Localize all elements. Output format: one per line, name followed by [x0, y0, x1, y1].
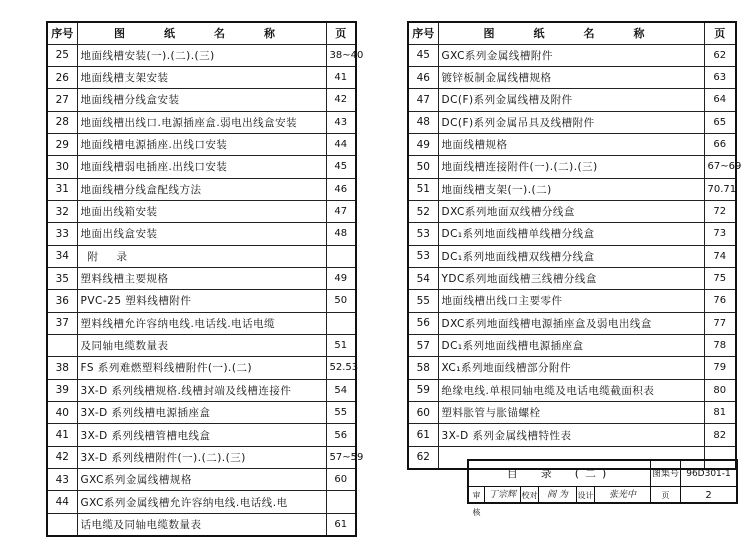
table-row [408, 66, 736, 88]
review-label: 审核 [469, 487, 485, 504]
drawing-name: 地面出线盒安装 [77, 223, 326, 245]
page-number: 41 [326, 66, 356, 88]
page-number: 61 [326, 513, 356, 535]
row-number: 50 [408, 156, 438, 178]
row-number: 40 [47, 402, 77, 424]
page-number: 77 [704, 312, 736, 334]
page-number [326, 312, 356, 334]
table-row [47, 312, 356, 334]
drawing-name: 地面线槽出线口.电源插座盒.弱电出线盒安装 [77, 111, 326, 133]
page-number [326, 491, 356, 513]
drawing-name: 地面线槽弱电插座.出线口安装 [77, 156, 326, 178]
page-number: 42 [326, 89, 356, 111]
row-number: 47 [408, 89, 438, 111]
table-row [408, 290, 736, 312]
drawing-name: GXC系列金属线槽允许容纳电线.电话线.电 [77, 491, 326, 513]
table-row [408, 334, 736, 356]
drawing-name: FS 系列难燃塑料线槽附件(一).(二) [77, 357, 326, 379]
table-row [408, 223, 736, 245]
page-number: 70.71 [704, 178, 736, 200]
page-number: 82 [704, 424, 736, 446]
page-number: 63 [704, 66, 736, 88]
toc-table-left [46, 21, 364, 537]
row-number: 33 [47, 223, 77, 245]
page-number: 62 [704, 44, 736, 66]
page-number: 46 [326, 178, 356, 200]
page-number: 78 [704, 334, 736, 356]
page-number: 73 [704, 223, 736, 245]
row-number: 55 [408, 290, 438, 312]
drawing-name: 附 录 [77, 245, 326, 267]
drawing-name: 地面线槽连接附件(一).(二).(三) [438, 156, 704, 178]
page-number: 66 [704, 133, 736, 155]
row-number: 54 [408, 267, 438, 289]
row-number: 51 [408, 178, 438, 200]
table-row [47, 379, 356, 401]
table-row [408, 200, 736, 222]
designer-signature: 张光中 [595, 487, 651, 504]
page-label: 页 [651, 487, 681, 504]
drawing-name: 塑料线槽允许容纳电线.电话线.电话电缆 [77, 312, 326, 334]
row-number: 59 [408, 379, 438, 401]
row-number: 28 [47, 111, 77, 133]
table-row [408, 245, 736, 267]
row-number: 25 [47, 44, 77, 66]
row-number: 57 [408, 334, 438, 356]
page-number: 57~59 [326, 446, 356, 468]
page-number: 47 [326, 200, 356, 222]
page-number: 79 [704, 357, 736, 379]
page-number: 44 [326, 133, 356, 155]
header-no: 序号 [47, 22, 77, 44]
drawing-name: DC(F)系列金属吊具及线槽附件 [438, 111, 704, 133]
page-number: 72 [704, 200, 736, 222]
page-number: 48 [326, 223, 356, 245]
table-row [408, 402, 736, 424]
row-number: 46 [408, 66, 438, 88]
drawing-name: GXC系列金属线槽附件 [438, 44, 704, 66]
row-number: 30 [47, 156, 77, 178]
drawing-name: DC₁系列地面线槽单线槽分线盒 [438, 223, 704, 245]
table-row [408, 44, 736, 66]
table-row [408, 156, 736, 178]
page-number: 74 [704, 245, 736, 267]
row-number: 52 [408, 200, 438, 222]
row-number: 62 [408, 446, 438, 468]
drawing-name: 地面线槽出线口主要零件 [438, 290, 704, 312]
table-row [47, 491, 356, 513]
drawing-name: GXC系列金属线槽规格 [77, 469, 326, 491]
row-number: 61 [408, 424, 438, 446]
header-no: 序号 [408, 22, 438, 44]
row-number: 43 [47, 469, 77, 491]
drawing-name: DXC系列地面双线槽分线盒 [438, 200, 704, 222]
drawing-name: DC(F)系列金属线槽及附件 [438, 89, 704, 111]
page-number: 49 [326, 267, 356, 289]
toc-table-right [407, 21, 742, 470]
page-number: 76 [704, 290, 736, 312]
page-number: 43 [326, 111, 356, 133]
row-number: 44 [47, 491, 77, 513]
table-row [408, 133, 736, 155]
table-row [47, 133, 356, 155]
table-row [47, 89, 356, 111]
header-page: 页 [326, 22, 356, 44]
drawing-name: DC₁系列地面线槽电源插座盒 [438, 334, 704, 356]
table-row [47, 267, 356, 289]
drawing-name: 及同轴电缆数量表 [77, 334, 326, 356]
drawing-name: 地面线槽支架安装 [77, 66, 326, 88]
drawing-name: 地面线槽支架(一).(二) [438, 178, 704, 200]
table-row [47, 245, 356, 267]
drawing-name: 地面线槽安装(一).(二).(三) [77, 44, 326, 66]
table-row [408, 424, 736, 446]
page-number: 52.53 [326, 357, 356, 379]
row-number: 56 [408, 312, 438, 334]
page-number: 56 [326, 424, 356, 446]
row-number [47, 334, 77, 356]
row-number [47, 513, 77, 535]
row-number: 53 [408, 223, 438, 245]
page-number: 64 [704, 89, 736, 111]
table-row [47, 44, 356, 66]
drawing-title: 目 录 (二) [469, 461, 651, 487]
row-number: 58 [408, 357, 438, 379]
drawing-name: 镀锌板制金属线槽规格 [438, 66, 704, 88]
drawing-name: YDC系列地面线槽三线槽分线盒 [438, 267, 704, 289]
drawing-name: 塑料胀管与胀锚螺栓 [438, 402, 704, 424]
page-number: 55 [326, 402, 356, 424]
table-row [47, 357, 356, 379]
table-row [47, 156, 356, 178]
table-row [47, 446, 356, 468]
drawing-name: 3X-D 系列线槽附件(一).(二).(三) [77, 446, 326, 468]
page-number: 81 [704, 402, 736, 424]
page-number: 65 [704, 111, 736, 133]
drawing-name: 3X-D 系列线槽规格.线槽封端及线槽连接件 [77, 379, 326, 401]
page-number: 2 [705, 490, 712, 501]
row-number: 36 [47, 290, 77, 312]
table-row [408, 178, 736, 200]
drawing-name: 地面线槽分线盒安装 [77, 89, 326, 111]
drawing-name: PVC-25 塑料线槽附件 [77, 290, 326, 312]
page-number: 38~40 [326, 44, 356, 66]
row-number: 37 [47, 312, 77, 334]
row-number: 53 [408, 245, 438, 267]
drawing-name: 3X-D 系列金属线槽特性表 [438, 424, 704, 446]
table-row [47, 178, 356, 200]
table-row [47, 513, 356, 535]
header-page: 页 [704, 22, 736, 44]
set-number: 96D301-1 [686, 469, 731, 479]
drawing-name: DXC系列地面线槽电源插座盒及弱电出线盒 [438, 312, 704, 334]
title-block [467, 459, 738, 517]
row-number: 34 [47, 245, 77, 267]
table-row [408, 357, 736, 379]
header-name: 图 纸 名 称 [438, 22, 704, 44]
drawing-name: 话电缆及同轴电缆数量表 [77, 513, 326, 535]
table-row [47, 290, 356, 312]
table-row [47, 424, 356, 446]
design-label: 设计 [577, 487, 595, 504]
table-row [47, 200, 356, 222]
drawing-name: 地面出线箱安装 [77, 200, 326, 222]
page-number: 54 [326, 379, 356, 401]
row-number: 31 [47, 178, 77, 200]
row-number: 29 [47, 133, 77, 155]
table-row [408, 267, 736, 289]
checker-signature: 阎 为 [539, 487, 577, 504]
drawing-name: DC₁系列地面线槽双线槽分线盒 [438, 245, 704, 267]
reviewer-signature: 丁宗辉 [485, 487, 521, 504]
drawing-name: 塑料线槽主要规格 [77, 267, 326, 289]
row-number: 42 [47, 446, 77, 468]
table-row [47, 402, 356, 424]
page-number: 60 [326, 469, 356, 491]
table-header [408, 22, 736, 44]
page-number: 51 [326, 334, 356, 356]
row-number: 35 [47, 267, 77, 289]
table-row [408, 111, 736, 133]
drawing-name: XC₁系列地面线槽部分附件 [438, 357, 704, 379]
row-number: 60 [408, 402, 438, 424]
drawing-name: 3X-D 系列线槽电源插座盒 [77, 402, 326, 424]
page-number: 67~69 [704, 156, 736, 178]
row-number: 48 [408, 111, 438, 133]
table-row [408, 379, 736, 401]
table-header [47, 22, 356, 44]
drawing-name: 绝缘电线.单根同轴电缆及电话电缆截面积表 [438, 379, 704, 401]
row-number: 39 [47, 379, 77, 401]
set-number-label: 图集号 [651, 461, 681, 487]
drawing-name: 3X-D 系列线槽管槽电线盒 [77, 424, 326, 446]
check-label: 校对 [521, 487, 539, 504]
page-number [326, 245, 356, 267]
page-number: 80 [704, 379, 736, 401]
page-number: 50 [326, 290, 356, 312]
page-number: 45 [326, 156, 356, 178]
header-name: 图 纸 名 称 [77, 22, 326, 44]
drawing-name: 地面线槽电源插座.出线口安装 [77, 133, 326, 155]
table-row [47, 223, 356, 245]
page-number: 75 [704, 267, 736, 289]
row-number: 26 [47, 66, 77, 88]
row-number: 41 [47, 424, 77, 446]
row-number: 38 [47, 357, 77, 379]
drawing-name: 地面线槽规格 [438, 133, 704, 155]
table-row [408, 312, 736, 334]
row-number: 49 [408, 133, 438, 155]
row-number: 45 [408, 44, 438, 66]
table-row [47, 469, 356, 491]
table-row [47, 66, 356, 88]
table-row [47, 111, 356, 133]
row-number: 27 [47, 89, 77, 111]
drawing-name: 地面线槽分线盒配线方法 [77, 178, 326, 200]
row-number: 32 [47, 200, 77, 222]
table-row [408, 89, 736, 111]
table-row [47, 334, 356, 356]
